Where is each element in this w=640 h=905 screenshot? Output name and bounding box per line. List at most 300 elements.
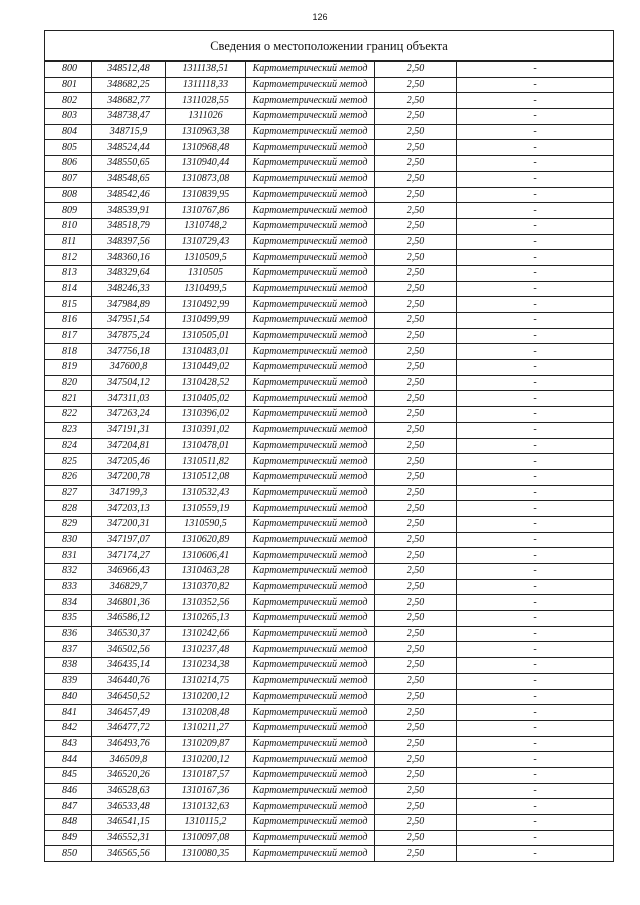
method-cell: Картометрический метод: [246, 203, 375, 219]
x-coordinate-cell: 346457,49: [92, 705, 166, 721]
method-cell: Картометрический метод: [246, 532, 375, 548]
x-coordinate-cell: 346493,76: [92, 736, 166, 752]
method-cell: Картометрический метод: [246, 360, 375, 376]
note-cell: -: [457, 579, 614, 595]
method-cell: Картометрический метод: [246, 658, 375, 674]
y-coordinate-cell: 1311026: [166, 109, 246, 125]
x-coordinate-cell: 348539,91: [92, 203, 166, 219]
accuracy-cell: 2,50: [375, 124, 457, 140]
table-row: [45, 516, 614, 532]
note-cell: -: [457, 454, 614, 470]
method-cell: Картометрический метод: [246, 642, 375, 658]
note-cell: -: [457, 77, 614, 93]
x-coordinate-cell: 347311,03: [92, 391, 166, 407]
y-coordinate-cell: 1310352,56: [166, 595, 246, 611]
accuracy-cell: 2,50: [375, 705, 457, 721]
note-cell: -: [457, 203, 614, 219]
method-cell: Картометрический метод: [246, 501, 375, 517]
note-cell: -: [457, 265, 614, 281]
table-row: [45, 752, 614, 768]
table-row: [45, 250, 614, 266]
table-row: [45, 93, 614, 109]
y-coordinate-cell: 1310097,08: [166, 830, 246, 846]
method-cell: Картометрический метод: [246, 815, 375, 831]
point-number-cell: 821: [45, 391, 92, 407]
y-coordinate-cell: 1310559,19: [166, 501, 246, 517]
accuracy-cell: 2,50: [375, 532, 457, 548]
y-coordinate-cell: 1310449,02: [166, 360, 246, 376]
y-coordinate-cell: 1310606,41: [166, 548, 246, 564]
point-number-cell: 845: [45, 767, 92, 783]
method-cell: Картометрический метод: [246, 705, 375, 721]
note-cell: -: [457, 391, 614, 407]
x-coordinate-cell: 346502,56: [92, 642, 166, 658]
y-coordinate-cell: 1310405,02: [166, 391, 246, 407]
table-row: [45, 265, 614, 281]
point-number-cell: 822: [45, 407, 92, 423]
y-coordinate-cell: 1310234,38: [166, 658, 246, 674]
method-cell: Картометрический метод: [246, 218, 375, 234]
y-coordinate-cell: 1310080,35: [166, 846, 246, 862]
method-cell: Картометрический метод: [246, 109, 375, 125]
method-cell: Картометрический метод: [246, 250, 375, 266]
method-cell: Картометрический метод: [246, 187, 375, 203]
point-number-cell: 806: [45, 156, 92, 172]
accuracy-cell: 2,50: [375, 485, 457, 501]
note-cell: -: [457, 548, 614, 564]
table-row: [45, 297, 614, 313]
x-coordinate-cell: 347203,13: [92, 501, 166, 517]
table-row: [45, 642, 614, 658]
point-number-cell: 844: [45, 752, 92, 768]
method-cell: Картометрический метод: [246, 579, 375, 595]
y-coordinate-cell: 1310729,43: [166, 234, 246, 250]
page-number: 126: [312, 12, 328, 22]
note-cell: -: [457, 673, 614, 689]
table-row: [45, 422, 614, 438]
point-number-cell: 810: [45, 218, 92, 234]
note-cell: -: [457, 109, 614, 125]
y-coordinate-cell: 1310115,2: [166, 815, 246, 831]
note-cell: -: [457, 767, 614, 783]
y-coordinate-cell: 1310532,43: [166, 485, 246, 501]
note-cell: -: [457, 720, 614, 736]
point-number-cell: 840: [45, 689, 92, 705]
accuracy-cell: 2,50: [375, 658, 457, 674]
accuracy-cell: 2,50: [375, 689, 457, 705]
point-number-cell: 826: [45, 469, 92, 485]
x-coordinate-cell: 346565,56: [92, 846, 166, 862]
note-cell: -: [457, 93, 614, 109]
method-cell: Картометрический метод: [246, 720, 375, 736]
table-row: [45, 328, 614, 344]
y-coordinate-cell: 1310200,12: [166, 752, 246, 768]
y-coordinate-cell: 1310214,75: [166, 673, 246, 689]
accuracy-cell: 2,50: [375, 799, 457, 815]
accuracy-cell: 2,50: [375, 109, 457, 125]
note-cell: -: [457, 344, 614, 360]
point-number-cell: 825: [45, 454, 92, 470]
note-cell: -: [457, 187, 614, 203]
method-cell: Картометрический метод: [246, 422, 375, 438]
y-coordinate-cell: 1310132,63: [166, 799, 246, 815]
accuracy-cell: 2,50: [375, 422, 457, 438]
y-coordinate-cell: 1310209,87: [166, 736, 246, 752]
y-coordinate-cell: 1310167,36: [166, 783, 246, 799]
point-number-cell: 838: [45, 658, 92, 674]
x-coordinate-cell: 348682,25: [92, 77, 166, 93]
x-coordinate-cell: 348548,65: [92, 171, 166, 187]
table-row: [45, 77, 614, 93]
accuracy-cell: 2,50: [375, 611, 457, 627]
accuracy-cell: 2,50: [375, 328, 457, 344]
table-row: [45, 156, 614, 172]
accuracy-cell: 2,50: [375, 234, 457, 250]
point-number-cell: 809: [45, 203, 92, 219]
x-coordinate-cell: 346552,31: [92, 830, 166, 846]
x-coordinate-cell: 348329,64: [92, 265, 166, 281]
x-coordinate-cell: 347205,46: [92, 454, 166, 470]
point-number-cell: 816: [45, 313, 92, 329]
accuracy-cell: 2,50: [375, 187, 457, 203]
method-cell: Картометрический метод: [246, 736, 375, 752]
point-number-cell: 817: [45, 328, 92, 344]
x-coordinate-cell: 348518,79: [92, 218, 166, 234]
method-cell: Картометрический метод: [246, 516, 375, 532]
method-cell: Картометрический метод: [246, 171, 375, 187]
y-coordinate-cell: 1310463,28: [166, 564, 246, 580]
table-row: [45, 815, 614, 831]
x-coordinate-cell: 346450,52: [92, 689, 166, 705]
point-number-cell: 818: [45, 344, 92, 360]
note-cell: -: [457, 516, 614, 532]
note-cell: -: [457, 658, 614, 674]
table-row: [45, 391, 614, 407]
table-row: [45, 469, 614, 485]
point-number-cell: 815: [45, 297, 92, 313]
point-number-cell: 839: [45, 673, 92, 689]
point-number-cell: 832: [45, 564, 92, 580]
point-number-cell: 801: [45, 77, 92, 93]
method-cell: Картометрический метод: [246, 93, 375, 109]
y-coordinate-cell: 1310187,57: [166, 767, 246, 783]
x-coordinate-cell: 348524,44: [92, 140, 166, 156]
accuracy-cell: 2,50: [375, 642, 457, 658]
point-number-cell: 830: [45, 532, 92, 548]
accuracy-cell: 2,50: [375, 736, 457, 752]
note-cell: -: [457, 297, 614, 313]
table-row: [45, 783, 614, 799]
point-number-cell: 819: [45, 360, 92, 376]
x-coordinate-cell: 347200,31: [92, 516, 166, 532]
x-coordinate-cell: 348550,65: [92, 156, 166, 172]
y-coordinate-cell: 1310968,48: [166, 140, 246, 156]
note-cell: -: [457, 438, 614, 454]
table-header-row: [45, 31, 614, 62]
note-cell: -: [457, 736, 614, 752]
method-cell: Картометрический метод: [246, 156, 375, 172]
method-cell: Картометрический метод: [246, 265, 375, 281]
note-cell: -: [457, 815, 614, 831]
table-row: [45, 720, 614, 736]
y-coordinate-cell: 1311028,55: [166, 93, 246, 109]
method-cell: Картометрический метод: [246, 689, 375, 705]
method-cell: Картометрический метод: [246, 767, 375, 783]
note-cell: -: [457, 375, 614, 391]
accuracy-cell: 2,50: [375, 77, 457, 93]
table-row: [45, 124, 614, 140]
table-row: [45, 611, 614, 627]
accuracy-cell: 2,50: [375, 579, 457, 595]
y-coordinate-cell: 1310492,99: [166, 297, 246, 313]
point-number-cell: 829: [45, 516, 92, 532]
x-coordinate-cell: 348738,47: [92, 109, 166, 125]
point-number-cell: 811: [45, 234, 92, 250]
table-row: [45, 454, 614, 470]
table-row: [45, 281, 614, 297]
method-cell: Картометрический метод: [246, 124, 375, 140]
accuracy-cell: 2,50: [375, 783, 457, 799]
x-coordinate-cell: 348246,33: [92, 281, 166, 297]
note-cell: -: [457, 564, 614, 580]
note-cell: -: [457, 313, 614, 329]
accuracy-cell: 2,50: [375, 250, 457, 266]
y-coordinate-cell: 1310499,99: [166, 313, 246, 329]
accuracy-cell: 2,50: [375, 391, 457, 407]
point-number-cell: 841: [45, 705, 92, 721]
accuracy-cell: 2,50: [375, 156, 457, 172]
note-cell: -: [457, 799, 614, 815]
y-coordinate-cell: 1310265,13: [166, 611, 246, 627]
y-coordinate-cell: 1310499,5: [166, 281, 246, 297]
y-coordinate-cell: 1310200,12: [166, 689, 246, 705]
accuracy-cell: 2,50: [375, 564, 457, 580]
table-row: [45, 203, 614, 219]
point-number-cell: 823: [45, 422, 92, 438]
accuracy-cell: 2,50: [375, 815, 457, 831]
method-cell: Картометрический метод: [246, 626, 375, 642]
table-row: [45, 218, 614, 234]
boundary-coordinates-table: [44, 30, 614, 862]
x-coordinate-cell: 348542,46: [92, 187, 166, 203]
accuracy-cell: 2,50: [375, 93, 457, 109]
accuracy-cell: 2,50: [375, 830, 457, 846]
method-cell: Картометрический метод: [246, 783, 375, 799]
accuracy-cell: 2,50: [375, 438, 457, 454]
x-coordinate-cell: 347197,07: [92, 532, 166, 548]
table-row: [45, 626, 614, 642]
method-cell: Картометрический метод: [246, 830, 375, 846]
x-coordinate-cell: 346520,26: [92, 767, 166, 783]
point-number-cell: 833: [45, 579, 92, 595]
table-row: [45, 234, 614, 250]
table-row: [45, 658, 614, 674]
accuracy-cell: 2,50: [375, 516, 457, 532]
accuracy-cell: 2,50: [375, 140, 457, 156]
table-row: [45, 344, 614, 360]
accuracy-cell: 2,50: [375, 767, 457, 783]
method-cell: Картометрический метод: [246, 673, 375, 689]
note-cell: -: [457, 689, 614, 705]
point-number-cell: 804: [45, 124, 92, 140]
method-cell: Картометрический метод: [246, 548, 375, 564]
x-coordinate-cell: 346829,7: [92, 579, 166, 595]
table-row: [45, 846, 614, 862]
x-coordinate-cell: 347756,18: [92, 344, 166, 360]
y-coordinate-cell: 1310505: [166, 265, 246, 281]
method-cell: Картометрический метод: [246, 375, 375, 391]
point-number-cell: 837: [45, 642, 92, 658]
accuracy-cell: 2,50: [375, 752, 457, 768]
note-cell: -: [457, 328, 614, 344]
table-row: [45, 501, 614, 517]
table-row: [45, 171, 614, 187]
x-coordinate-cell: 346477,72: [92, 720, 166, 736]
y-coordinate-cell: 1310370,82: [166, 579, 246, 595]
accuracy-cell: 2,50: [375, 548, 457, 564]
method-cell: Картометрический метод: [246, 611, 375, 627]
method-cell: Картометрический метод: [246, 454, 375, 470]
accuracy-cell: 2,50: [375, 720, 457, 736]
y-coordinate-cell: 1311118,33: [166, 77, 246, 93]
point-number-cell: 808: [45, 187, 92, 203]
y-coordinate-cell: 1310620,89: [166, 532, 246, 548]
note-cell: -: [457, 705, 614, 721]
table-row: [45, 532, 614, 548]
accuracy-cell: 2,50: [375, 673, 457, 689]
x-coordinate-cell: 347951,54: [92, 313, 166, 329]
point-number-cell: 802: [45, 93, 92, 109]
x-coordinate-cell: 348360,16: [92, 250, 166, 266]
method-cell: Картометрический метод: [246, 297, 375, 313]
method-cell: Картометрический метод: [246, 564, 375, 580]
note-cell: -: [457, 830, 614, 846]
note-cell: -: [457, 156, 614, 172]
y-coordinate-cell: 1310483,01: [166, 344, 246, 360]
point-number-cell: 836: [45, 626, 92, 642]
x-coordinate-cell: 346530,37: [92, 626, 166, 642]
accuracy-cell: 2,50: [375, 218, 457, 234]
table-row: [45, 705, 614, 721]
note-cell: -: [457, 642, 614, 658]
accuracy-cell: 2,50: [375, 61, 457, 77]
point-number-cell: 814: [45, 281, 92, 297]
x-coordinate-cell: 348715,9: [92, 124, 166, 140]
x-coordinate-cell: 346801,36: [92, 595, 166, 611]
note-cell: -: [457, 626, 614, 642]
note-cell: -: [457, 218, 614, 234]
point-number-cell: 850: [45, 846, 92, 862]
y-coordinate-cell: 1310940,44: [166, 156, 246, 172]
y-coordinate-cell: 1310512,08: [166, 469, 246, 485]
accuracy-cell: 2,50: [375, 203, 457, 219]
table-row: [45, 187, 614, 203]
x-coordinate-cell: 347504,12: [92, 375, 166, 391]
method-cell: Картометрический метод: [246, 140, 375, 156]
y-coordinate-cell: 1310590,5: [166, 516, 246, 532]
x-coordinate-cell: 346528,63: [92, 783, 166, 799]
method-cell: Картометрический метод: [246, 328, 375, 344]
x-coordinate-cell: 347191,31: [92, 422, 166, 438]
point-number-cell: 834: [45, 595, 92, 611]
x-coordinate-cell: 347204,81: [92, 438, 166, 454]
x-coordinate-cell: 347263,24: [92, 407, 166, 423]
table-row: [45, 438, 614, 454]
point-number-cell: 828: [45, 501, 92, 517]
x-coordinate-cell: 346966,43: [92, 564, 166, 580]
note-cell: -: [457, 360, 614, 376]
table-title: Сведения о местоположении границ объекта: [45, 31, 614, 62]
table-row: [45, 375, 614, 391]
x-coordinate-cell: 347174,27: [92, 548, 166, 564]
y-coordinate-cell: 1310873,08: [166, 171, 246, 187]
x-coordinate-cell: 347984,89: [92, 297, 166, 313]
y-coordinate-cell: 1310391,02: [166, 422, 246, 438]
y-coordinate-cell: 1310505,01: [166, 328, 246, 344]
table-row: [45, 485, 614, 501]
note-cell: -: [457, 281, 614, 297]
y-coordinate-cell: 1310511,82: [166, 454, 246, 470]
note-cell: -: [457, 485, 614, 501]
table-row: [45, 689, 614, 705]
table-row: [45, 313, 614, 329]
note-cell: -: [457, 846, 614, 862]
table-row: [45, 564, 614, 580]
y-coordinate-cell: 1310428,52: [166, 375, 246, 391]
table-row: [45, 799, 614, 815]
y-coordinate-cell: 1310963,38: [166, 124, 246, 140]
note-cell: -: [457, 171, 614, 187]
y-coordinate-cell: 1311138,51: [166, 61, 246, 77]
accuracy-cell: 2,50: [375, 375, 457, 391]
x-coordinate-cell: 346440,76: [92, 673, 166, 689]
table-row: [45, 548, 614, 564]
x-coordinate-cell: 348682,77: [92, 93, 166, 109]
accuracy-cell: 2,50: [375, 297, 457, 313]
point-number-cell: 827: [45, 485, 92, 501]
accuracy-cell: 2,50: [375, 454, 457, 470]
note-cell: -: [457, 407, 614, 423]
y-coordinate-cell: 1310208,48: [166, 705, 246, 721]
method-cell: Картометрический метод: [246, 234, 375, 250]
x-coordinate-cell: 347199,3: [92, 485, 166, 501]
y-coordinate-cell: 1310509,5: [166, 250, 246, 266]
y-coordinate-cell: 1310237,48: [166, 642, 246, 658]
method-cell: Картометрический метод: [246, 61, 375, 77]
point-number-cell: 813: [45, 265, 92, 281]
method-cell: Картометрический метод: [246, 846, 375, 862]
note-cell: -: [457, 124, 614, 140]
point-number-cell: 820: [45, 375, 92, 391]
method-cell: Картометрический метод: [246, 407, 375, 423]
method-cell: Картометрический метод: [246, 391, 375, 407]
x-coordinate-cell: 347600,8: [92, 360, 166, 376]
x-coordinate-cell: 346509,8: [92, 752, 166, 768]
table-row: [45, 360, 614, 376]
table-row: [45, 61, 614, 77]
table-row: [45, 140, 614, 156]
point-number-cell: 831: [45, 548, 92, 564]
method-cell: Картометрический метод: [246, 344, 375, 360]
accuracy-cell: 2,50: [375, 360, 457, 376]
x-coordinate-cell: 348397,56: [92, 234, 166, 250]
table-row: [45, 595, 614, 611]
note-cell: -: [457, 783, 614, 799]
y-coordinate-cell: 1310211,27: [166, 720, 246, 736]
x-coordinate-cell: 346435,14: [92, 658, 166, 674]
accuracy-cell: 2,50: [375, 171, 457, 187]
method-cell: Картометрический метод: [246, 438, 375, 454]
